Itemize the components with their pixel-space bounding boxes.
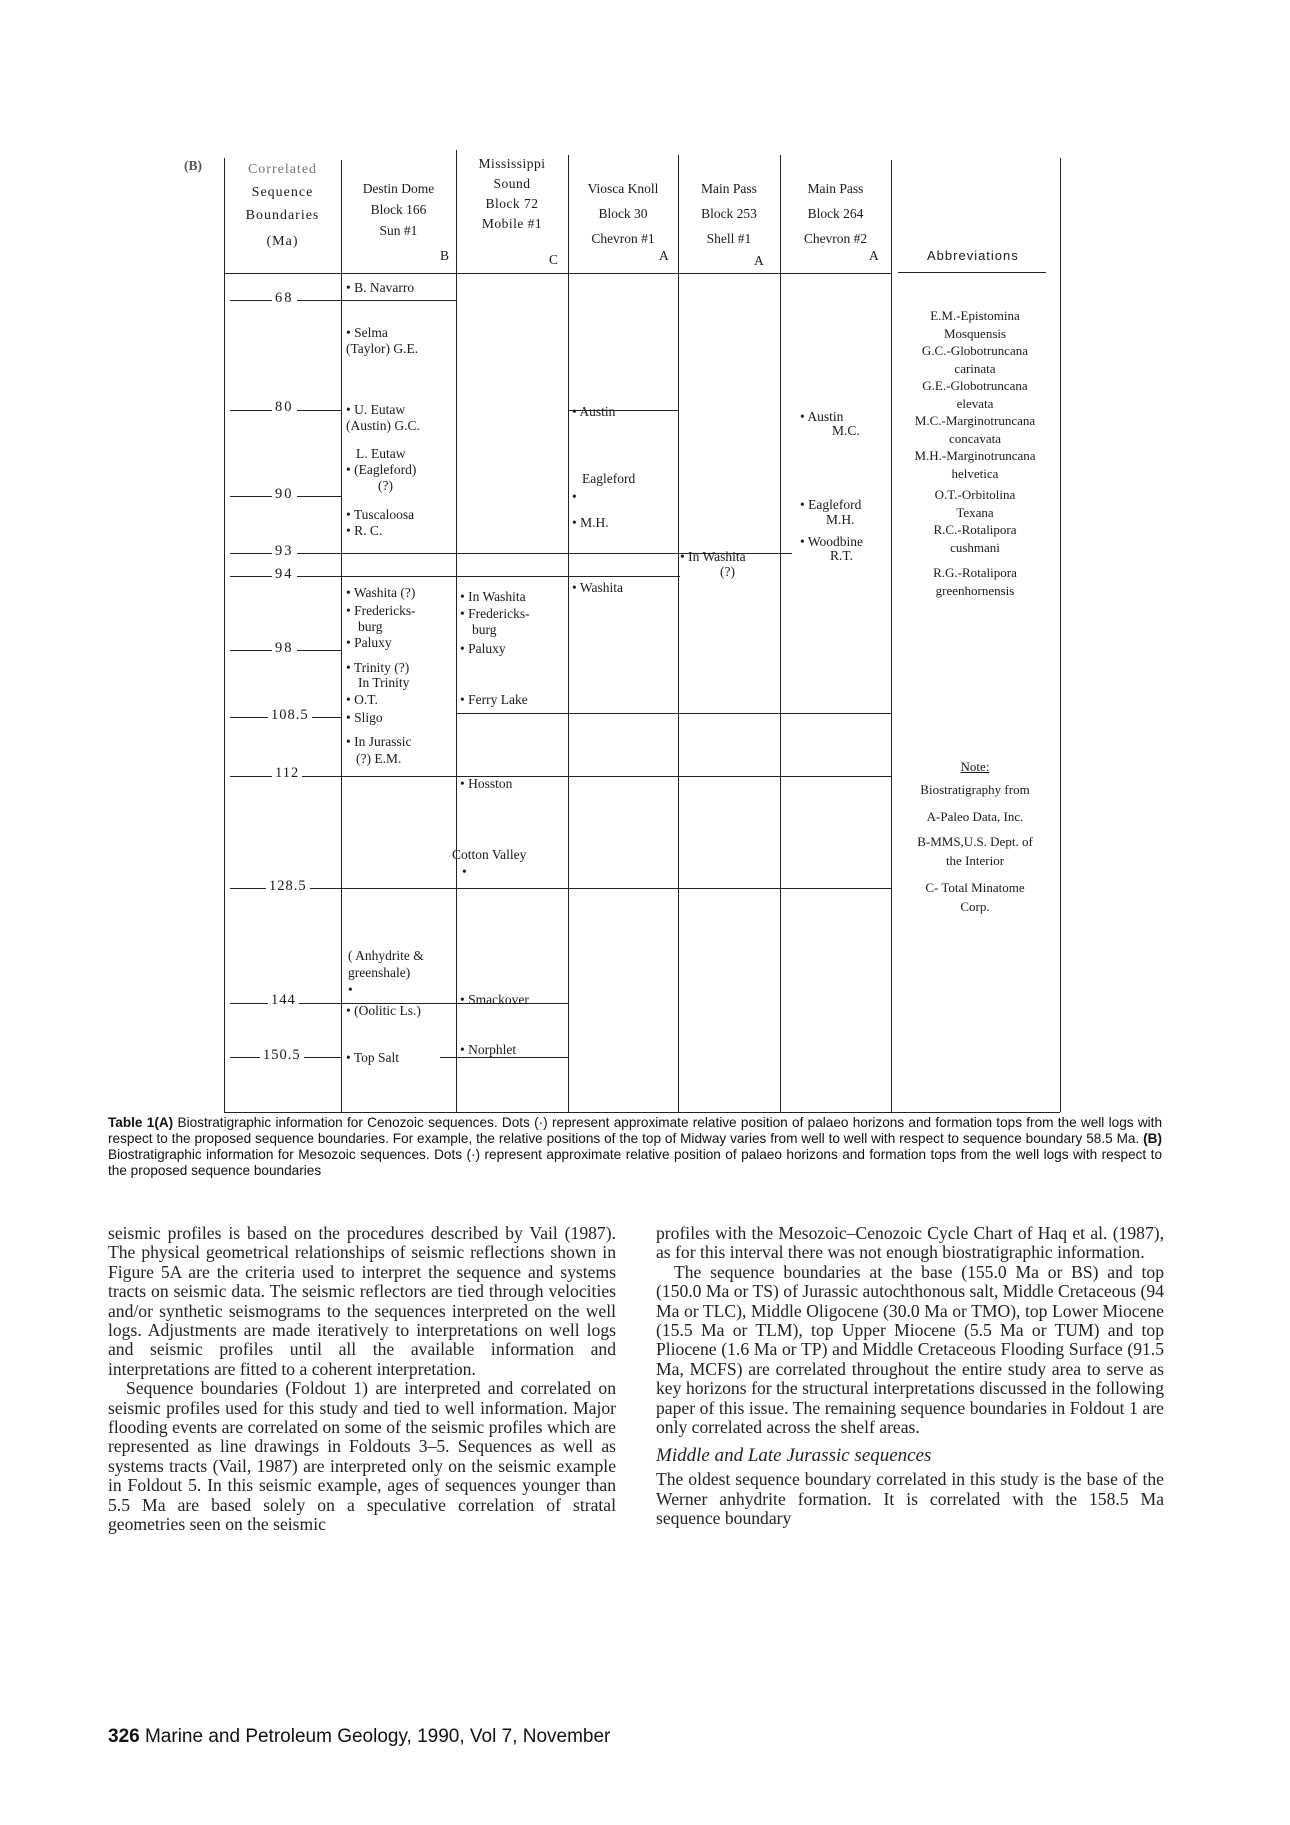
abbr-item: G.E.-Globotruncana elevata	[922, 378, 1028, 411]
cell-selma: • Selma (Taylor) G.E.	[346, 325, 419, 356]
section-heading: Middle and Late Jurassic sequences	[656, 1445, 932, 1467]
cell-ot: • O.T.	[346, 692, 378, 707]
right-column	[656, 1224, 1164, 1529]
header-viosca-source: A	[659, 248, 669, 263]
caption-label-a: Table 1(A)	[108, 1115, 174, 1130]
table-left-border	[224, 158, 225, 1112]
age-label: 108.5	[268, 708, 312, 723]
panel-label: (B)	[184, 158, 202, 173]
col-divider	[678, 155, 679, 1112]
col-divider	[780, 155, 781, 1112]
col-divider	[341, 160, 342, 1112]
header-mp264-source: A	[869, 248, 879, 263]
boundary-line	[342, 300, 456, 301]
cell-mp253-in-washita: • In Washita (?)	[680, 549, 746, 579]
caption-label-b: (B)	[1143, 1131, 1162, 1146]
age-label: 68	[272, 291, 297, 306]
col-divider	[891, 160, 892, 1112]
body-paragraph: The sequence boundaries at the base (155.0 Ma or BS) and top (150.0 Ma or TS) of Jurassic autochthonous salt, Middle Cretaceous (94 Ma or TLC), Middle Oligocene (30.0 Ma or TMO), top Lower Miocene (15.5 Ma or TLM), top Upper Miocene (5.5 Ma or TUM) and top Pliocene (1.6 Ma or TP) and Middle Cretaceous Flooding Surface (91.5 Ma, MCFS) are correlated throughout the entire study area to serve as key horizons for the structural interpretations discussed in the following paper of this issue. The remaining sequence boundaries in Foldout 1 are only correlated across the shelf areas.	[656, 1261, 1164, 1438]
body-paragraph: Sequence boundaries (Foldout 1) are interpreted and correlated on seismic profiles used for this study and tied to well information. Major flooding events are correlated on some of the seismic profiles which are represented as line drawings in Foldouts 3–5. Sequences as well as systems tracts (Vail, 1987) are interpreted only on the seismic example in Foldout 5. In this seismic example, ages of sequences younger than 5.5 Ma are based solely on a speculative correlation of stratal geometries seen on the seismic	[108, 1378, 616, 1535]
cell-miss-fredericksburg: • Fredericks- burg	[460, 606, 530, 637]
age-label: 150.5	[260, 1048, 304, 1063]
page-footer	[108, 1726, 610, 1748]
cell-oolitic: • (Oolitic Ls.)	[346, 1003, 421, 1018]
table-caption	[108, 1115, 1162, 1179]
cell-mp264-woodbine: • Woodbine R.T.	[800, 534, 864, 563]
abbr-item: E.M.-Epistomina Mosquensis	[930, 308, 1020, 341]
cell-u-eutaw: • U. Eutaw (Austin) G.C.	[346, 402, 420, 433]
page-number: 326	[108, 1726, 140, 1747]
header-destin-source: B	[440, 248, 450, 263]
cell-mp264-austin: • Austin M.C.	[800, 409, 860, 438]
age-label: 98	[272, 641, 297, 656]
boundary-line	[342, 776, 892, 777]
abbreviations-list	[888, 307, 1062, 599]
cell-miss-cotton-valley: Cotton Valley •	[452, 847, 527, 879]
age-label: 93	[272, 544, 297, 559]
table-right-border	[1060, 158, 1061, 1112]
abbr-item: O.T.-Orbitolina Texana	[934, 487, 1016, 520]
cell-anhydrite: ( Anhydrite & greenshale) •	[348, 948, 424, 997]
cell-viosca-austin: • Austin	[572, 404, 616, 419]
body-paragraph: seismic profiles is based on the procedures described by Vail (1987). The physical geometrical relationships of seismic reflections shown in Figure 5A are the criteria used to interpret the sequence and systems tracts on seismic data. The seismic reflectors are tied through velocities and/or synthetic seismograms to the sequences interpreted on the well logs. Adjustments are made iteratively to interpretations on well logs and seismic profiles until all the available information and interpretations are fitted to a coherent interpretation.	[108, 1223, 616, 1379]
header-main-pass-253: Main Pass Block 253 Shell #1	[701, 181, 757, 246]
abbr-item: R.C.-Rotalipora cushmani	[933, 522, 1017, 555]
body-paragraph: profiles with the Mesozoic–Cenozoic Cycle Chart of Haq et al. (1987), as for this interval there was not enough biostratigraphic information.	[656, 1223, 1164, 1263]
col-divider	[456, 150, 457, 1112]
abbr-item: R.G.-Rotalipora greenhornensis	[933, 565, 1017, 598]
cell-miss-smackover: • Smackover	[460, 992, 529, 1007]
cell-tuscaloosa: • Tuscaloosa • R. C.	[346, 507, 415, 538]
age-label: 128.5	[266, 879, 310, 894]
abbreviations-underline	[898, 272, 1046, 273]
table-note: Note: Biostratigraphy from A-Paleo Data, Inc. B-MMS,U.S. Dept. of the Interior C- Total Minatome Corp.	[917, 759, 1033, 914]
header-miss-source: C	[549, 252, 559, 267]
header-main-pass-264: Main Pass Block 264 Chevron #2	[803, 181, 868, 246]
boundary-line	[568, 410, 678, 411]
cell-mp264-eagleford: • Eagleford M.H.	[800, 497, 862, 527]
header-mp253-source: A	[754, 253, 764, 268]
cell-viosca-mh: • M.H.	[572, 515, 609, 530]
cell-viosca-eagleford: Eagleford •	[572, 471, 636, 504]
boundary-line	[342, 888, 892, 889]
cell-sligo: • Sligo	[346, 710, 383, 725]
cell-trinity: • Trinity (?) In Trinity	[346, 660, 410, 690]
cell-miss-hosston: • Hosston	[460, 776, 513, 791]
left-column	[108, 1224, 616, 1535]
age-label: 90	[272, 487, 297, 502]
caption-text-a: Biostratigraphic information for Cenozoic sequences. Dots (·) represent approximate relative position of palaeo horizons and formation tops from the well logs with respect to the proposed sequence boundaries. For example, the relative positions of the top of Midway varies from well to well with respect to sequence boundary 58.5 Ma.	[108, 1115, 1162, 1146]
cell-miss-norphlet: • Norphlet	[460, 1042, 517, 1057]
cell-miss-ferry-lake: • Ferry Lake	[460, 692, 528, 707]
table-bottom-border	[224, 1112, 1060, 1113]
cell-viosca-washita: • Washita	[572, 580, 624, 595]
abbr-item: M.H.-Marginotruncana helvetica	[914, 448, 1036, 481]
cell-paluxy: • Paluxy	[346, 635, 392, 650]
cell-top-salt: • Top Salt	[346, 1050, 400, 1065]
col-divider	[568, 155, 569, 1112]
body-paragraph: The oldest sequence boundary correlated in this study is the base of the Werner anhydrite formation. It is correlated with the 158.5 Ma sequence boundary	[656, 1469, 1164, 1529]
boundary-line	[342, 576, 680, 577]
abbr-item: M.C.-Marginotruncana concavata	[914, 413, 1036, 446]
header-abbreviations: Abbreviations	[927, 248, 1019, 263]
cell-washita: • Washita (?)	[346, 585, 416, 600]
boundary-line	[456, 713, 892, 714]
cell-miss-paluxy: • Paluxy	[460, 641, 506, 656]
header-viosca-knoll: Viosca Knoll Block 30 Chevron #1	[587, 181, 659, 246]
age-label: 94	[272, 567, 297, 582]
header-mississippi-sound: Mississippi Sound Block 72 Mobile #1	[478, 156, 546, 231]
age-label: 112	[272, 766, 302, 781]
age-label: 80	[272, 400, 297, 415]
boundary-line	[440, 1057, 568, 1058]
cell-miss-in-washita: • In Washita	[460, 589, 526, 604]
header-age: Correlated Sequence Boundaries (Ma)	[245, 162, 320, 249]
caption-text-b: Biostratigraphic information for Mesozoic sequences. Dots (·) represent approximate relative position of palaeo horizons and formation tops from the well logs with respect to the proposed sequence boundaries	[108, 1147, 1162, 1178]
cell-l-eutaw: L. Eutaw • (Eagleford) (?)	[346, 446, 417, 493]
journal-citation: Marine and Petroleum Geology, 1990, Vol 7, November	[139, 1726, 611, 1747]
abbr-item: G.C.-Globotruncana carinata	[921, 343, 1029, 376]
header-divider	[224, 273, 892, 274]
header-destin-dome: Destin Dome Block 166 Sun #1	[362, 181, 435, 238]
cell-navarro: • B. Navarro	[346, 280, 415, 295]
cell-fredericksburg: • Fredericks- burg	[346, 603, 416, 634]
age-label: 144	[268, 993, 299, 1008]
cell-jurassic: • In Jurassic (?) E.M.	[346, 734, 412, 766]
